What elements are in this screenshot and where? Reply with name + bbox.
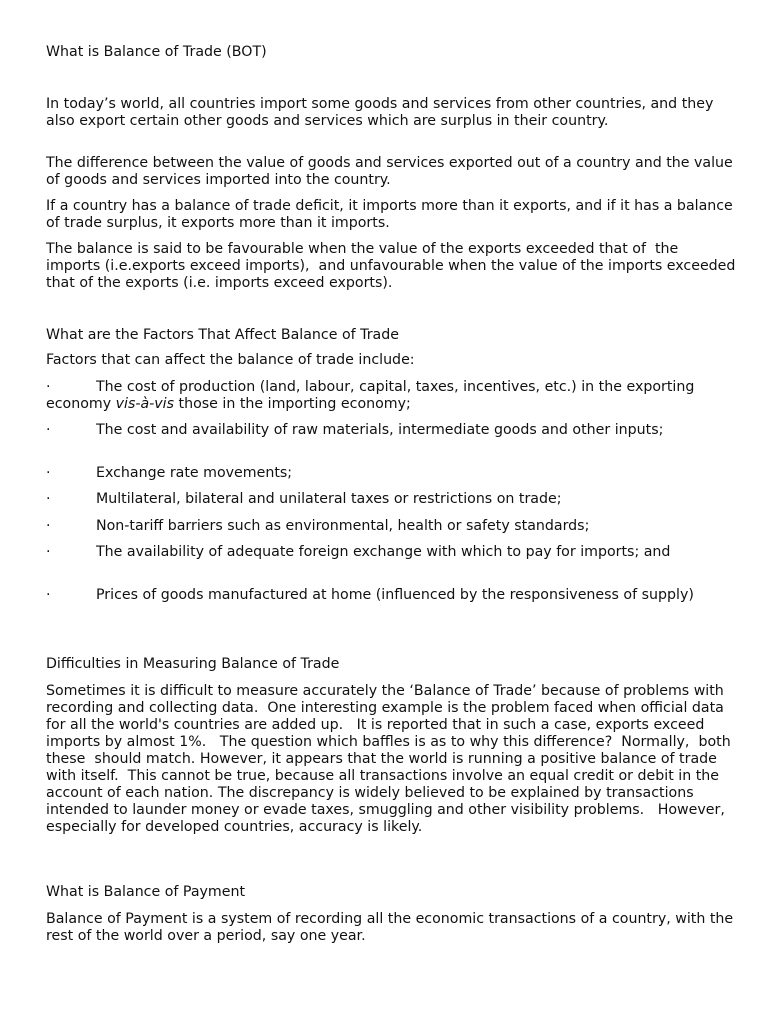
heading-difficulties: Difficulties in Measuring Balance of Trade [46,656,340,672]
bullet-icon: · [46,379,51,395]
bullet-icon: · [46,518,51,534]
bullet-icon: · [46,544,51,560]
factor-item: · The cost of production (land, labour, capital, taxes, incentives, etc.) in the exporting economy vis-à-vis those in the importing economy; [46,379,699,412]
heading-balance-of-trade: What is Balance of Trade (BOT) [46,44,267,60]
bullet-icon: · [46,491,51,507]
bullet-icon: · [46,422,51,438]
factor-item: · Multilateral, bilateral and unilateral taxes or restrictions on trade; [46,491,562,507]
paragraph-definition: The difference between the value of goods and services exported out of a country and the value of goods and services imported into the country. [46,155,738,188]
factor-item: · The cost and availability of raw materials, intermediate goods and other inputs; [46,422,664,438]
paragraph-factors-intro: Factors that can affect the balance of trade include: [46,352,415,368]
paragraph-deficit-surplus: If a country has a balance of trade deficit, it imports more than it exports, and if it has a balance of trade surplus, it exports more than it imports. [46,198,738,231]
bullet-icon: · [46,587,51,603]
paragraph-balance-of-payment: Balance of Payment is a system of recording all the economic transactions of a country, with the rest of the world over a period, say one year. [46,911,738,944]
factor-item: · Non-tariff barriers such as environmental, health or safety standards; [46,518,590,534]
heading-balance-of-payment: What is Balance of Payment [46,884,246,900]
paragraph-favourable: The balance is said to be favourable when the value of the exports exceeded that of the imports (i.e.exports exceed imports), and unfavourable when the value of the imports exceeded that of the exports (i.e. imports exceed exports). [46,241,740,291]
factor-item: · The availability of adequate foreign exchange with which to pay for imports; and [46,544,671,560]
paragraph-difficulties: Sometimes it is difficult to measure accurately the ‘Balance of Trade’ because of problems with recording and collecting data. One interesting example is the problem faced when official data for all the world's countries are added up. It is reported that in such a case, exports exceed imports by almost 1%. The question which baffles is as to why this difference? Normally, both these should match. However, it appears that the world is running a positive balance of trade with itself. This cannot be true, because all transactions involve an equal credit or debit in the account of each nation. The discrepancy is widely believed to be explained by transactions intended to launder money or evade taxes, smuggling and other visibility problems. However, especially for developed countries, accuracy is likely. [46,683,736,835]
bullet-icon: · [46,465,51,481]
factor-item: · Prices of goods manufactured at home (influenced by the responsiveness of supply) [46,587,694,603]
heading-factors: What are the Factors That Affect Balance of Trade [46,327,399,343]
factor-item: · Exchange rate movements; [46,465,293,481]
paragraph-intro: In today’s world, all countries import some goods and services from other countries, and they also export certain other goods and services which are surplus in their country. [46,96,718,129]
